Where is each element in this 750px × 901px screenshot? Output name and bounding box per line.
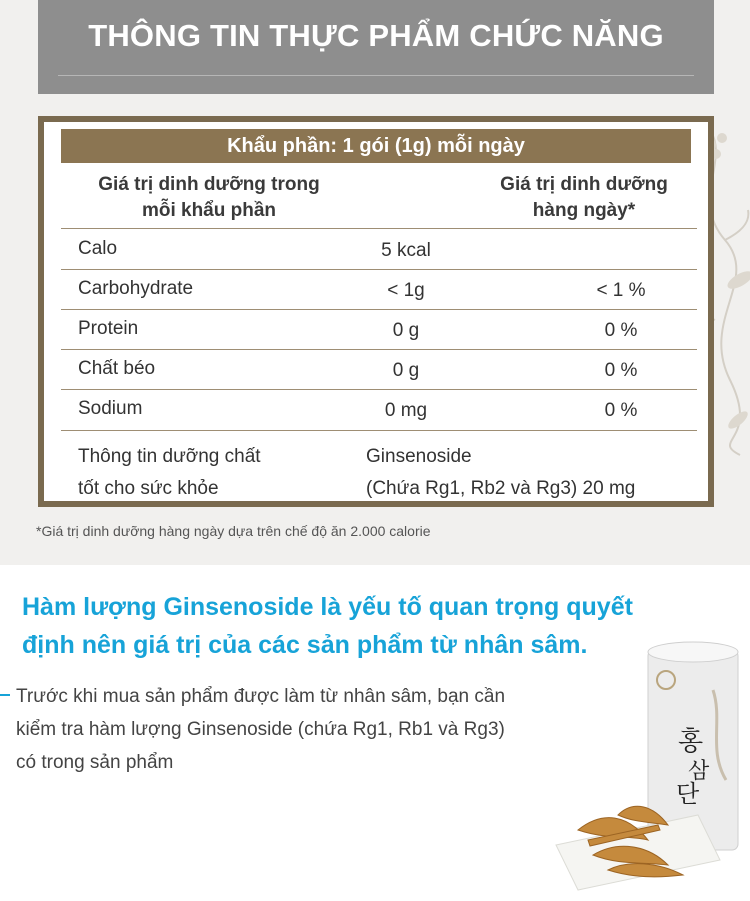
health-info-value [366,441,706,505]
title-banner [38,0,714,94]
serving-size-bar: Khẩu phần: 1 gói (1g) mỗi ngày [61,129,691,163]
page-title: THÔNG TIN THỰC PHẨM CHỨC NĂNG [88,18,664,53]
table-row [61,350,697,390]
title-divider [58,75,694,76]
nutrient-name: Sodium [78,398,143,419]
svg-text:단: 단 [676,780,700,808]
nutrient-daily-value: < 1 % [596,280,646,301]
ginseng-product-image [548,640,750,901]
nutrient-amount: 0 mg [384,400,428,421]
nutrition-facts-panel [38,116,714,507]
health-info-label [78,441,338,505]
nutrient-name: Protein [78,318,139,339]
health-info-label-line2: tốt cho sức khỏe [78,478,219,499]
health-info-row [61,435,697,505]
health-info-value-line2: (Chứa Rg1, Rb2 và Rg3) 20 mg [366,478,636,499]
table-divider [61,430,697,431]
nutrient-daily-value: 0 % [604,400,638,421]
nutrient-daily-value: 0 % [604,320,638,341]
table-row [61,270,697,310]
column-header-daily-value-line1: Giá trị dinh dưỡng [500,174,668,195]
health-info-label-line1: Thông tin dưỡng chất [78,446,261,467]
column-header-per-serving-line2: mỗi khẩu phần [141,200,277,221]
nutrient-amount: 5 kcal [381,240,431,261]
headline-line1: Hàm lượng Ginsenoside là yếu tố quan trọng quyết [22,593,633,621]
nutrient-name: Calo [78,238,118,259]
description-line1: Trước khi mua sản phẩm được làm từ nhân sâm, bạn cần [16,686,506,707]
column-header-daily-value [474,172,694,224]
table-row [61,310,697,350]
svg-text:삼: 삼 [688,759,710,784]
svg-text:홍: 홍 [678,727,704,757]
column-header-per-serving [64,172,354,224]
nutrient-daily-value: 0 % [604,360,638,381]
ginsenoside-description [16,680,616,779]
nutrient-amount: 0 g [392,320,420,341]
column-header-per-serving-line1: Giá trị dinh dưỡng trong [98,174,320,195]
table-row [61,390,697,430]
table-row [61,230,697,270]
headline-line2: định nên giá trị của các sản phẩm từ nhân sâm. [22,631,588,659]
table-divider [61,228,697,229]
description-line2: kiểm tra hàm lượng Ginsenoside (chứa Rg1, Rb1 và Rg3) [16,719,505,740]
nutrient-amount: 0 g [392,360,420,381]
description-line3: có trong sản phẩm [16,752,174,773]
daily-value-footnote: *Giá trị dinh dưỡng hàng ngày dựa trên chế độ ăn 2.000 calorie [36,523,431,539]
bullet-dash [0,694,10,696]
nutrient-name: Chất béo [78,358,156,379]
column-header-daily-value-line2: hàng ngày* [532,200,636,221]
nutrient-amount: < 1g [387,280,425,301]
nutrient-name: Carbohydrate [78,278,194,299]
health-info-value-line1: Ginsenoside [366,446,472,467]
